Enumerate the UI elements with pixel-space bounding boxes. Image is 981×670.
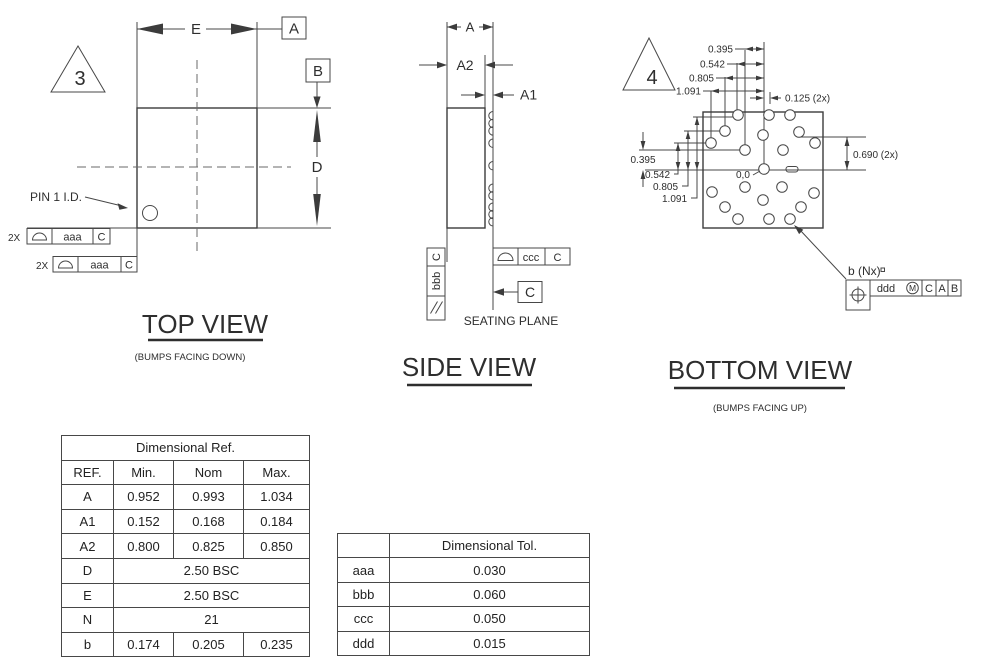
table-row [338, 558, 590, 582]
bottom-view-subtitle: (BUMPS FACING UP) [713, 403, 807, 414]
seating-plane-label: SEATING PLANE [463, 314, 559, 328]
col-header-nom: Nom [174, 460, 244, 485]
top-view-title: TOP VIEW [141, 309, 269, 339]
dim-label-d: D [311, 159, 323, 176]
fcf2-qty: 2X [36, 261, 49, 272]
dim-label-a1: A1 [520, 86, 538, 103]
table-row [62, 608, 310, 633]
fcf1-qty: 2X [8, 233, 21, 244]
tol-table-title: Dimensional Tol. [390, 534, 590, 558]
cell-span-value: 2.50 BSC [114, 558, 310, 583]
cell-value: 0.060 [390, 582, 590, 606]
fcf-ddd-datum-a: A [938, 283, 946, 295]
side-view [402, 20, 570, 386]
side-view-title: SIDE VIEW [401, 352, 537, 382]
cell-max: 0.235 [244, 632, 310, 657]
orientation-marker [786, 167, 798, 173]
flag-number: 3 [74, 68, 86, 90]
datum-b-label: B [312, 63, 324, 80]
dim-label-a: A [465, 19, 475, 35]
parallelism-icon [431, 302, 443, 314]
ref-table-title: Dimensional Ref. [62, 436, 310, 461]
table-header-row [338, 534, 590, 558]
cell-min: 0.952 [114, 485, 174, 510]
cell-nom: 0.168 [174, 509, 244, 534]
fcf-ddd-datum-c: C [925, 283, 933, 295]
table-row [62, 485, 310, 510]
cell-ref: A1 [62, 509, 114, 534]
cell-nom: 0.205 [174, 632, 244, 657]
dim-top-1091: 1.091 [675, 86, 701, 98]
cell-min: 0.152 [114, 509, 174, 534]
bottom-top-dimensions [676, 45, 830, 105]
cell-ref: N [62, 608, 114, 633]
fcf-profile-aaa-1 [8, 229, 110, 245]
bump-array [706, 110, 821, 225]
cell-max: 1.034 [244, 485, 310, 510]
callout-note-mark [881, 268, 885, 272]
col-header-max: Max. [244, 460, 310, 485]
dim-top-0542: 0.542 [699, 59, 725, 71]
cell-ref: D [62, 558, 114, 583]
fcf-bbb-tolerance: bbb [431, 271, 443, 291]
pin1-label: PIN 1 I.D. [30, 190, 83, 204]
cell-min: 0.800 [114, 534, 174, 559]
table-row [62, 534, 310, 559]
fcf-ccc-datum: C [553, 252, 562, 264]
fcf2-tolerance: aaa [90, 259, 109, 272]
dimensional-ref-table [61, 435, 310, 657]
dim-pitch-0125: 0.125 (2x) [785, 93, 831, 105]
dim-left-0805: 0.805 [653, 182, 679, 193]
profile-of-surface-icon [33, 233, 47, 240]
cell-ref: A [62, 485, 114, 510]
cell-span-value: 21 [114, 608, 310, 633]
pin1-id-circle [143, 206, 158, 221]
fcf-ddd-datum-b: B [950, 283, 959, 295]
dim-left-0395: 0.395 [630, 155, 656, 166]
cell-ref: E [62, 583, 114, 608]
dim-label-e: E [190, 21, 202, 38]
profile-of-surface-icon [498, 253, 513, 261]
side-bumps [489, 112, 493, 227]
fcf-profile-aaa-2 [36, 257, 137, 273]
cell-max: 0.184 [244, 509, 310, 534]
table-row [338, 631, 590, 655]
cell-nom: 0.993 [174, 485, 244, 510]
dim-top-0395: 0.395 [707, 44, 733, 56]
fcf1-datum: C [97, 231, 106, 244]
cell-max: 0.850 [244, 534, 310, 559]
cell-value: 0.050 [390, 607, 590, 631]
flag-number: 4 [646, 67, 658, 89]
package-side-outline [447, 108, 485, 228]
fcf-ddd-tolerance: ddd [876, 283, 896, 295]
cell-span-value: 2.50 BSC [114, 583, 310, 608]
fcf-ddd-modifier: M [908, 283, 917, 293]
dim-top-0805: 0.805 [688, 73, 714, 85]
dim-left-1091: 1.091 [662, 194, 688, 205]
origin-bump [759, 164, 770, 175]
fcf-parallelism-bbb [427, 248, 445, 320]
table-row [62, 558, 310, 583]
cell-ref: aaa [338, 558, 390, 582]
col-header-ref: REF. [62, 460, 114, 485]
dimensional-tol-table [337, 533, 590, 656]
cell-ref: ccc [338, 607, 390, 631]
cell-nom: 0.825 [174, 534, 244, 559]
profile-of-surface-icon [59, 261, 73, 268]
dim-right-0690: 0.690 (2x) [853, 150, 899, 161]
datum-c-label: C [524, 284, 536, 300]
table-row [62, 509, 310, 534]
datum-a-label: A [288, 20, 300, 38]
cell-ref: b [62, 632, 114, 657]
cell-value: 0.030 [390, 558, 590, 582]
table-row [338, 582, 590, 606]
fcf-position-ddd [846, 280, 961, 310]
fcf1-tolerance: aaa [63, 231, 82, 244]
fcf-bbb-datum: C [431, 253, 443, 261]
cell-ref: A2 [62, 534, 114, 559]
dim-left-0542: 0.542 [645, 170, 671, 181]
top-view-subtitle: (BUMPS FACING DOWN) [134, 352, 246, 363]
table-row [62, 632, 310, 657]
bottom-view [623, 38, 961, 414]
empty-header-cell [338, 534, 390, 558]
origin-label: 0,0 [736, 170, 750, 181]
cell-ref: bbb [338, 582, 390, 606]
bump-callout-label: b (Nx) [848, 264, 881, 278]
bottom-view-title: BOTTOM VIEW [667, 355, 853, 385]
fcf-profile-ccc [493, 248, 570, 265]
table-row [62, 583, 310, 608]
cell-ref: ddd [338, 631, 390, 655]
col-header-min: Min. [114, 460, 174, 485]
cell-min: 0.174 [114, 632, 174, 657]
fcf2-datum: C [125, 259, 133, 272]
table-header-row [62, 460, 310, 485]
cell-value: 0.015 [390, 631, 590, 655]
dim-label-a2: A2 [456, 57, 474, 73]
top-view [8, 17, 331, 363]
package-body-outline [137, 108, 257, 228]
fcf-ccc-tolerance: ccc [522, 252, 540, 264]
table-row [338, 607, 590, 631]
